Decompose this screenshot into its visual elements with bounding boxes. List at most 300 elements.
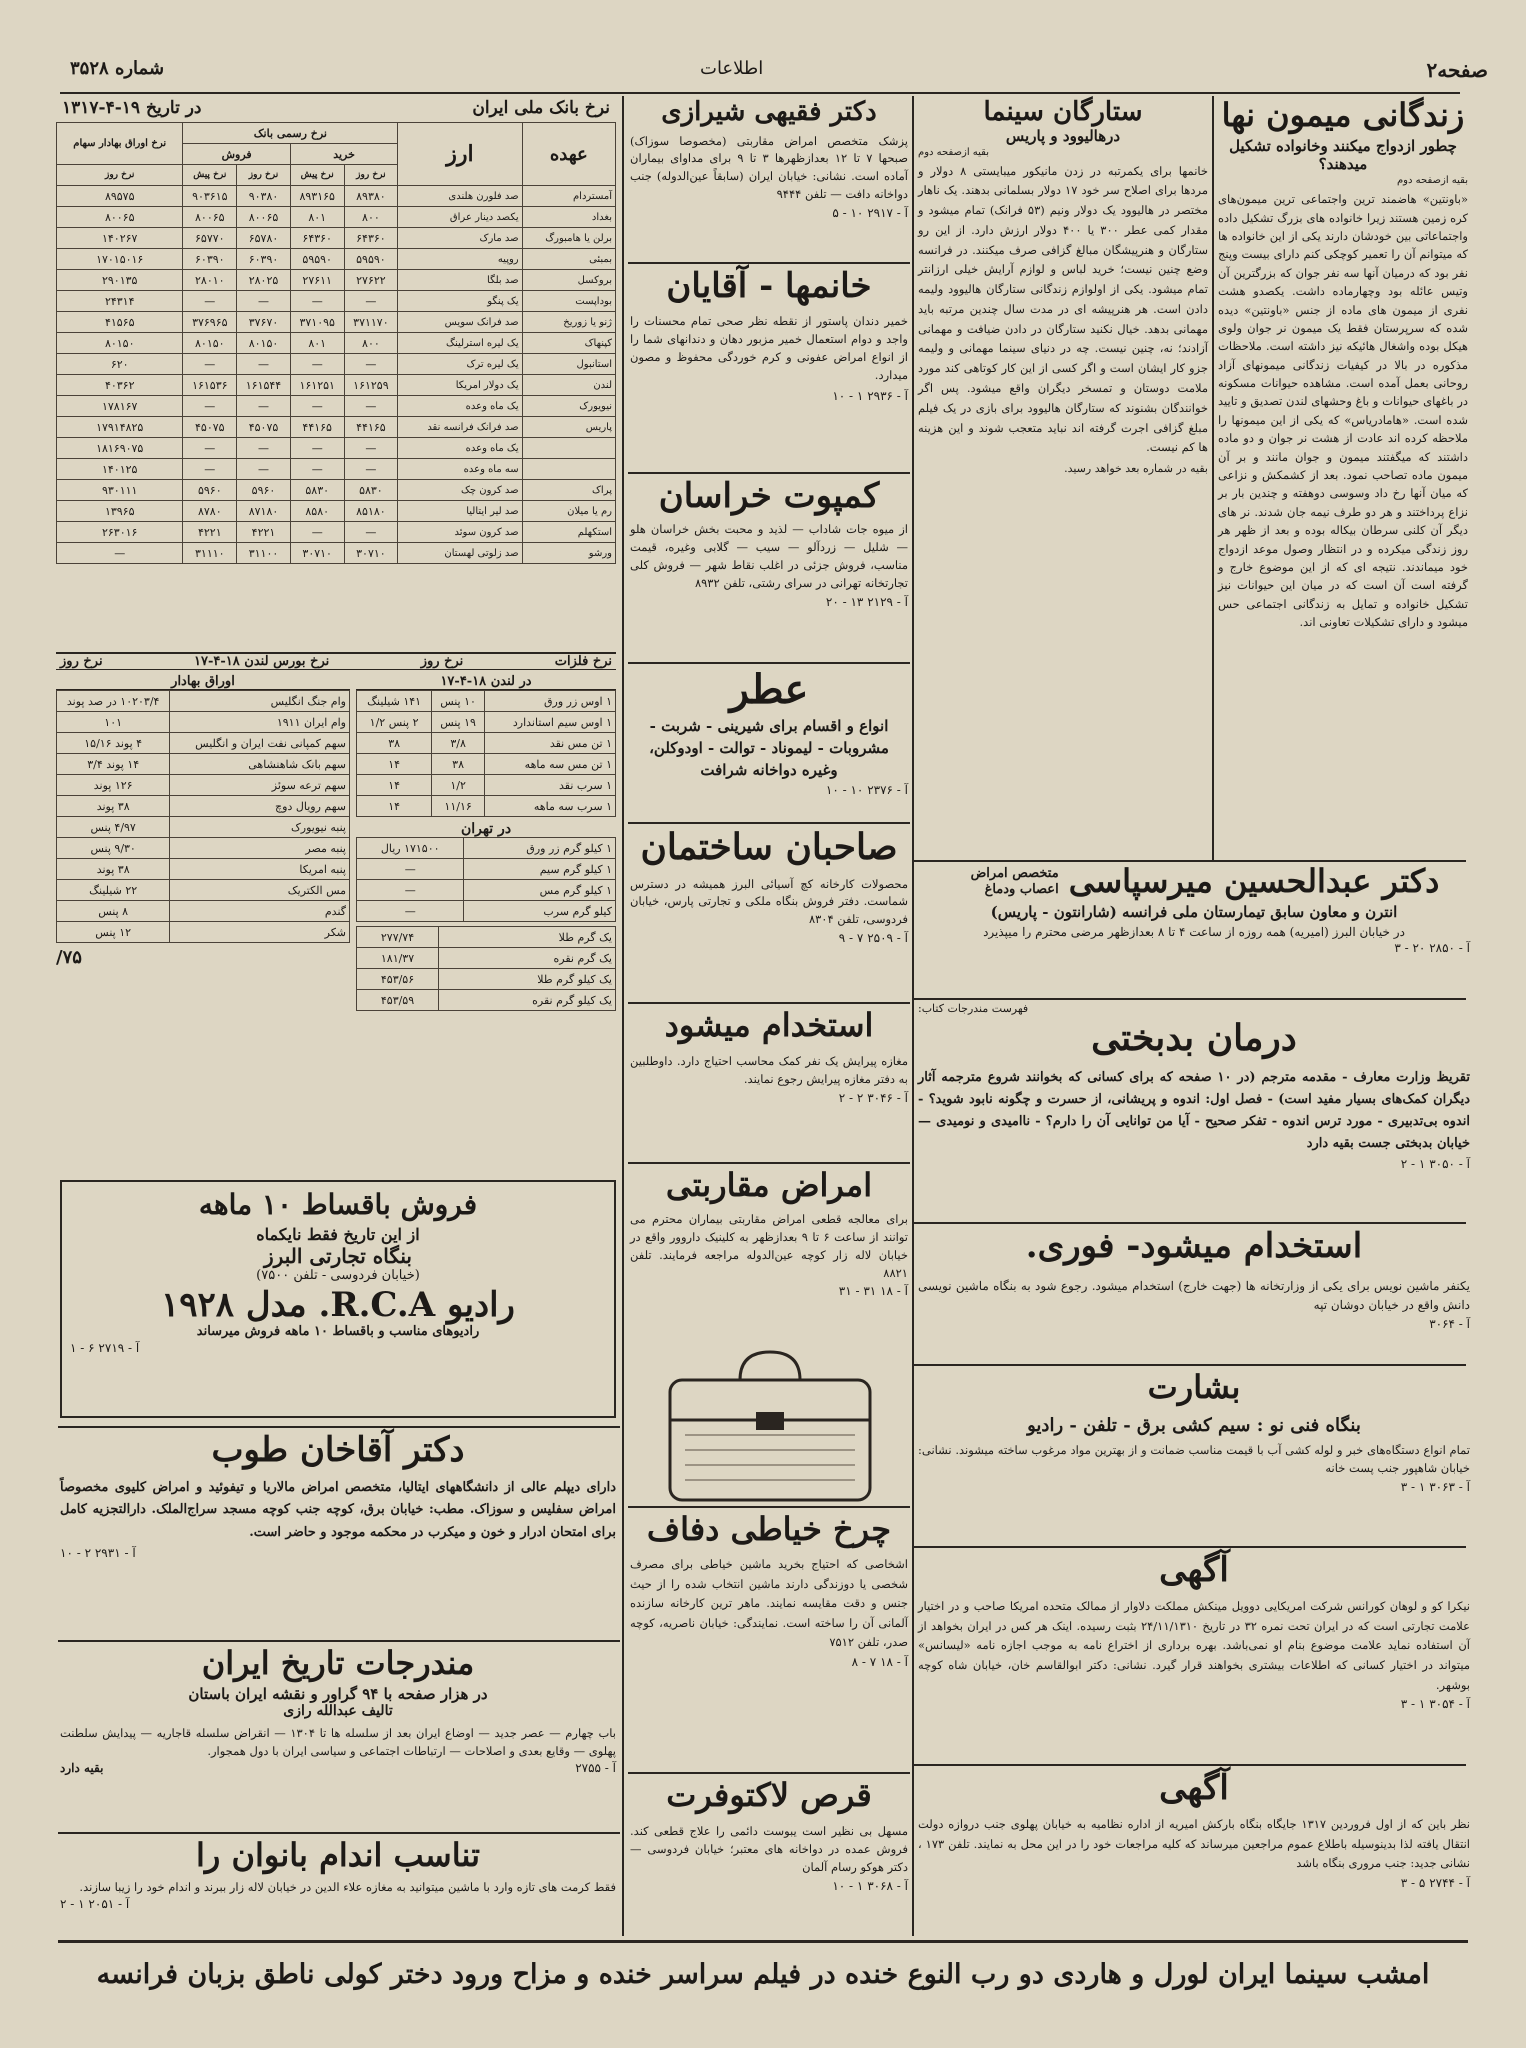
rate-currency-name: روپیه (398, 249, 522, 270)
tehran-table (356, 837, 616, 922)
ad-installment (60, 1180, 616, 1418)
perfume-code: آ - ۲۳۷۶ ۱۰ - ۱۰ (825, 783, 908, 798)
rate-currency-name: صد بلگا (398, 270, 522, 291)
rate-value: ۱۷۹۱۴۸۲۵ (57, 417, 183, 438)
rate-value: — (57, 543, 183, 564)
security-name: پنبه نیویورک (170, 817, 350, 838)
khorasan-code: آ - ۲۱۲۹ ۱۳ - ۲۰ (825, 594, 908, 609)
dr-aqakhan-code: آ - ۲۹۳۱ ۲ - ۱۰ (60, 1545, 136, 1560)
bottom-rule (58, 1940, 1468, 1943)
security-value: ۴ پوند ۱۵/۱۶ (57, 733, 170, 754)
installment-address: (خیابان فردوسی - تلفن ۷۵۰۰) (256, 1267, 420, 1283)
metal-item: یک گرم نقره (439, 948, 616, 969)
security-name: وام جنگ انگلیس (170, 691, 350, 712)
rate-value: ۳۷۶۷۰ (237, 312, 291, 333)
rate-value: — (183, 291, 237, 312)
metal-value: ۱۴۱ شیلینگ (357, 691, 432, 712)
glad-subtitle: بنگاه فنی نو : سیم کشی برق - تلفن - رادیو (1027, 1415, 1361, 1437)
security-value: ۱۲ پنس (57, 922, 170, 943)
rate-value: ۵۹۶۰ (183, 480, 237, 501)
hiring2-code: آ - ۳۰۶۴ (1429, 1316, 1470, 1331)
london-row (357, 691, 616, 712)
ladies-body: خمیر دندان پاستور از نقطه نظر صحی تمام محسنات را واجد و دوام استعمال خمیر مزبور دهان و دندانهای شما را از انواع امراض عفونی و کرم خوردگی محفوظ و مصون میدارد. (630, 314, 908, 382)
rate-city: لندن (522, 375, 615, 396)
glad-body: تمام انواع دستگاه‌های خبر و لوله کشی آب با قیمت مناسب ضمانت و از بهترین مواد مرغوب ساخته میشوند. نشانی: خیابان شاهپور جنب پست خانه (918, 1443, 1470, 1475)
cinema-title: ستارگان سینما (983, 97, 1143, 127)
tehran-row (357, 901, 616, 922)
ad-glad-tidings (918, 1370, 1470, 1540)
rate-value: ۳۰۷۱۰ (344, 543, 398, 564)
rate-value: ۶۴۳۶۰ (290, 228, 344, 249)
installment-title: فروش باقساط ۱۰ ماهه (198, 1188, 478, 1221)
ad-misery-book (918, 1002, 1470, 1216)
col-clearing: نرخ اوراق بهادار سهام (57, 123, 183, 165)
builders-title: صاحبان ساختمان (640, 826, 898, 868)
history-subtitle: در هزار صفحه با ۹۴ گراور و نقشه ایران باستان (188, 1685, 488, 1704)
installment-radio: رادیو R.C.A. مدل ۱۹۲۸ (161, 1284, 515, 1325)
securities-label: اوراق بهادار (56, 674, 350, 690)
rate-row (57, 396, 616, 417)
cinema-subtitle: درهالیوود و پاریس (1005, 126, 1121, 145)
rate-value: ۵۹۵۹۰ (344, 249, 398, 270)
rate-value: ۲۸۰۲۵ (237, 270, 291, 291)
ad-venereal (630, 1168, 908, 1348)
gold-silver-table (356, 926, 616, 1011)
venereal-title: امراض مقاربتی (665, 1166, 873, 1204)
venereal-code: آ - ۱۸ ۳۱ - ۳۱ (838, 1284, 908, 1299)
hiring1-code: آ - ۳۰۴۶ ۲ - ۲ (838, 1090, 908, 1105)
ad-notice-2 (918, 1770, 1470, 1930)
bank-rates-title: نرخ بانک ملی ایران (472, 98, 610, 118)
bank-rates (56, 98, 616, 658)
ad-dr-aqakhan (60, 1432, 616, 1632)
perfume-title: عطر (729, 666, 809, 713)
builders-body: محصولات کارخانه کچ آسیائی البرز همیشه در دسترس شماست. دفتر فروش بنگاه ملکی و تجارتی پارس، خیابان فردوسی، تلفن ۸۳۰۴ (630, 876, 908, 927)
col-buy: خرید (290, 144, 397, 165)
metals-columns (56, 674, 616, 1011)
ad-separator (58, 1640, 620, 1642)
rate-value: ۹۳۰۱۱۱ (57, 480, 183, 501)
ad-hiring (630, 1008, 908, 1158)
rate-value: — (290, 438, 344, 459)
misery-title: درمان بدبختی (1091, 1017, 1297, 1059)
metal-value: — (357, 880, 464, 901)
rate-row (57, 480, 616, 501)
rate-row (57, 459, 616, 480)
metal-value: ۱/۲ (432, 775, 485, 796)
rate-row (57, 522, 616, 543)
rate-value: — (237, 459, 291, 480)
sewing-title: چرخ خیاطی دفاف (646, 1510, 892, 1548)
bank-rates-rows (57, 186, 616, 564)
history-continued: بقیه دارد (60, 1760, 104, 1775)
rate-value: — (344, 354, 398, 375)
london-row (357, 733, 616, 754)
masthead (0, 54, 1526, 92)
rate-value: ۹۰۳۶۱۵ (183, 186, 237, 207)
rate-value: ۸۰۰۶۵ (237, 207, 291, 228)
rate-row (57, 375, 616, 396)
rate-currency-name: یک ماه وعده (398, 438, 522, 459)
masthead-rule (60, 92, 1460, 94)
rate-value: ۸۰۱۵۰ (183, 333, 237, 354)
metal-item: کیلو گرم سرب (464, 901, 616, 922)
rate-value: ۱۷۰۱۵۰۱۶ (57, 249, 183, 270)
rate-value: ۱۴۰۱۲۵ (57, 459, 183, 480)
rate-value: ۲۸۰۱۰ (183, 270, 237, 291)
rate-value: ۱۶۱۲۵۱ (290, 375, 344, 396)
security-value: ۸ پنس (57, 901, 170, 922)
lactofer-code: آ - ۳۰۶۸ ۱ - ۱۰ (832, 1878, 908, 1893)
col-sell: فروش (183, 144, 290, 165)
misery-code: آ - ۳۰۵۰ ۱ - ۲ (1400, 1156, 1470, 1171)
ad-sewing (630, 1512, 908, 1762)
rate-city: ژنو یا زوریخ (522, 312, 615, 333)
rate-value: ۸۰۰ (344, 207, 398, 228)
ad-separator (628, 1162, 910, 1164)
rate-value: — (344, 291, 398, 312)
rate-value: ۴۵۰۷۵ (183, 417, 237, 438)
rate-currency-name: یک لیره استرلینگ (398, 333, 522, 354)
rate-value: — (237, 438, 291, 459)
security-name: پنبه امریکا (170, 859, 350, 880)
rate-value: ۸۰۱۵۰ (237, 333, 291, 354)
security-row (57, 775, 350, 796)
metal-item: یک گرم طلا (439, 927, 616, 948)
metal-item: ۱ اوس سیم استاندارد (484, 712, 615, 733)
rate-value: ۸۰۱ (290, 333, 344, 354)
lactofer-body: مسهل بی نظیر است یبوست دائمی را علاج قطعی کند. فروش عمده در دواخانه های معتبر؛ خیابان فردوسی — دکتر هوکو رسام آلمان (630, 1824, 908, 1874)
metal-value: ۱۱/۱۶ (432, 796, 485, 817)
security-name: سهم رویال دوچ (170, 796, 350, 817)
rate-value: ۸۵۱۸۰ (344, 501, 398, 522)
ad-lactofer (630, 1778, 908, 1928)
rate-value: ۸۵۸۰ (290, 501, 344, 522)
cinema-note: بقیه ازصفحه دوم (918, 146, 990, 158)
rate-value: — (183, 396, 237, 417)
ad-separator (628, 662, 910, 664)
rate-city: کپنهاک (522, 333, 615, 354)
rate-value: ۲۹۰۱۳۵ (57, 270, 183, 291)
rate-value: ۴۲۲۱ (183, 522, 237, 543)
installment-line3: رادیوهای مناسب و باقساط ۱۰ ماهه فروش میرساند (196, 1324, 480, 1340)
rate-currency-name: یک ماه وعده (398, 396, 522, 417)
rate-value: ۱۸۱۶۹۰۷۵ (57, 438, 183, 459)
ad-separator (914, 998, 1466, 1000)
metal-value: ۱۹ پنس (432, 712, 485, 733)
rate-row (57, 249, 616, 270)
history-footer (60, 1761, 616, 1775)
tehran-row (357, 838, 616, 859)
rate-city: پراک (522, 480, 615, 501)
rate-value: ۶۰۳۹۰ (183, 249, 237, 270)
security-row (57, 754, 350, 775)
metal-value: ۱۸۱/۳۷ (357, 948, 439, 969)
sub-header: نرخ روز (57, 165, 183, 186)
rate-value: ۱۶۱۲۵۹ (344, 375, 398, 396)
ad-separator (628, 472, 910, 474)
cinema-body: خانمها برای یکمرتبه در زدن مانیکور میبایستی ۸ دولار و مردها برای اصلاح سر خود ۱۷ دولار بسلمانی بدهند. یک ناهار مختصر در هالیوود یک دولار ونیم (۵۳ فرانک) تمام میشود و مقدار کمی عطر ۳۰۰ یا ۴۰۰ دولار ارزش دارد. از این رو ستارگان و هنرپیشگان مبالغ گزافی صرف میکنند. در فرانسه وضع چنین نیست؛ خرید لباس و لوازم آرایش خیلی ارزانتر تمام میشود. یکی از اولوازم زندگانی ستارگان هالیوود ولیمه دادن است. هر هنرپیشه ای در مدت سال چندین مرتبه باید مهمانی بدهد. خیال نکنید ستارگان در دادن ضیافت و مهمانی آزادند؛ نه، چنین نیست. چه در دنیای سینما مهمانی و ولیمه جزو کار ایشان است و اگر کسی از این کار کوتاهی کند مورد ملامت دوستان و تمسخر دیگران واقع میشود. پس اگر خوانندگان بشنوند که ستارگان هالیوود برای بازی در یک فیلم مبلغ گزافی اجرت گرفته اند نباید متعجب شوند و این هزینه ها کم نیست. (918, 163, 1209, 455)
column-rule (912, 96, 914, 1936)
rate-city: استکهلم (522, 522, 615, 543)
rate-currency-name: صد مارک (398, 228, 522, 249)
security-value: ۳۸ پوند (57, 859, 170, 880)
metal-item: یک کیلو گرم طلا (439, 969, 616, 990)
london-label: در لندن ۱۸-۴-۱۷ (356, 674, 616, 690)
bottom-banner: امشب سینما ایران لورل و هاردی دو رب النوع خنده در فیلم سراسر خنده و مزاح ورود دختر کولی ناطق بزبان فرانسه (96, 1959, 1430, 1990)
rate-value: ۶۵۷۸۰ (237, 228, 291, 249)
ad-hiring-urgent (918, 1228, 1470, 1358)
gold-silver-row (357, 948, 616, 969)
rate-city: ورشو (522, 543, 615, 564)
rate-value: ۵۸۳۰ (344, 480, 398, 501)
metal-value: ۱۴ (357, 775, 432, 796)
rate-row (57, 270, 616, 291)
rate-value: — (344, 522, 398, 543)
rate-row (57, 312, 616, 333)
misery-list-label: فهرست مندرجات کتاب: (918, 1002, 1029, 1015)
rate-value: ۱۷۸۱۶۷ (57, 396, 183, 417)
metals-bourse: نرخ بورس لندن ۱۸-۴-۱۷ (194, 654, 330, 669)
rate-currency-name: صد زلوتی لهستان (398, 543, 522, 564)
rate-value: ۸۹۳۸۰ (344, 186, 398, 207)
rate-value: ۲۷۶۱۱ (290, 270, 344, 291)
dr-sepasi-specialty: متخصص امراض اعصاب ودماغ (970, 866, 1059, 897)
rate-value: ۴۰۳۶۲ (57, 375, 183, 396)
rate-value: ۴۱۵۶۵ (57, 312, 183, 333)
rate-value: ۴۴۱۶۵ (290, 417, 344, 438)
rate-row (57, 228, 616, 249)
security-row (57, 712, 350, 733)
ladies-title: خانمها - آقایان (666, 266, 872, 306)
metal-item: ۱ کیلو گرم زر ورق (464, 838, 616, 859)
rate-value: ۱۳۹۶۵ (57, 501, 183, 522)
rate-value: ۱۴۰۲۶۷ (57, 228, 183, 249)
khorasan-title: کمپوت خراسان (658, 476, 880, 516)
rate-row (57, 417, 616, 438)
rate-city (522, 459, 615, 480)
proportion-title: تناسب اندام بانوان را (195, 1836, 481, 1874)
securities-table (56, 690, 350, 943)
rate-row (57, 186, 616, 207)
rate-value: ۳۱۱۱۰ (183, 543, 237, 564)
rate-value: ۸۰۰۶۵ (57, 207, 183, 228)
hiring1-body: مغازه پیرایش یک نفر کمک محاسب احتیاج دارد. داوطلبین به دفتر مغازه پیرایش رجوع نمایند. (630, 1054, 908, 1086)
rate-city: بوداپست (522, 291, 615, 312)
doctor-shirazi-body: پزشک متخصص امراض مقاربتی (مخصوصا سوزاک) صبحها ۷ تا ۱۲ بعدازظهرها ۳ تا ۹ برای مداوای بیماران آماده است. نشانی: خیابان ایران (سابقاً عین‌الدوله) جنب دواخانه دافت — تلفن ۹۴۴۴ (630, 133, 909, 202)
rate-row (57, 438, 616, 459)
ad-dr-sepasi (918, 864, 1470, 994)
ad-doctor-shirazi (630, 98, 908, 258)
tehran-label: در تهران (460, 821, 512, 837)
metal-item: ۱ تن مس سه ماهه (484, 754, 615, 775)
metal-value: ۴۵۳/۵۹ (357, 990, 439, 1011)
gold-silver-row (357, 990, 616, 1011)
rate-city (522, 438, 615, 459)
paper-name: اطلاعات (700, 58, 764, 79)
hiring1-title: استخدام میشود (664, 1006, 874, 1044)
metals-section (56, 652, 616, 1172)
metal-value: — (357, 859, 464, 880)
ad-separator (628, 822, 910, 824)
security-row (57, 901, 350, 922)
security-value: ۱۰۱ (57, 712, 170, 733)
rate-value: — (183, 438, 237, 459)
installment-line2: بنگاه تجارتی البرز (264, 1243, 412, 1268)
ad-separator (628, 1772, 910, 1774)
security-name: شکر (170, 922, 350, 943)
cinema-article (918, 98, 1208, 840)
venereal-body: برای معالجه قطعی امراض مقاربتی بیماران محترم می توانند از ساعت ۶ تا ۹ بعدازظهر به کلینیک داروور واقع در خیابان لاله زار کوچه عین‌الدوله مراجعه فرمایند. تلفن ۸۸۲۱ (630, 1212, 909, 1280)
col-currency: ارز (398, 123, 522, 186)
hiring2-body: یکنفر ماشین نویس برای یکی از وزارتخانه ها (جهت خارج) استخدام میشود. رجوع شود به بنگاه ماشین نویسی دانش واقع در خیابان دوشان تپه (918, 1279, 1471, 1312)
bank-rates-date: در تاریخ ۱۹-۴-۱۳۱۷ (62, 98, 202, 118)
ad-separator (58, 1832, 620, 1834)
rate-currency-name: یک لیره ترک (398, 354, 522, 375)
ad-notice-1 (918, 1552, 1470, 1752)
rate-value: ۴۲۲۱ (237, 522, 291, 543)
rate-value: ۶۰۳۹۰ (237, 249, 291, 270)
rate-row (57, 354, 616, 375)
rate-value: — (344, 459, 398, 480)
col-unit: عهده (522, 123, 615, 186)
london-row (357, 712, 616, 733)
notice2-body: نظر باین که از اول فروردین ۱۳۱۷ جایگاه بنگاه بارکش امیریه از اداره نظامیه به خیابان پهلوی جنب دروازه دولت انتقال یافته لذا بدینوسیله باطلاع عموم مراجعین میرساند که کلیه مراجعات خود را در این محل به نمایند. تلفن ۱۷۳ ، نشانی جدید: جنب مروری بنگاه باشد (918, 1817, 1470, 1871)
security-value: ۱۴ پوند ۳/۴ (57, 754, 170, 775)
security-row (57, 691, 350, 712)
rate-value: ۸۰۱ (290, 207, 344, 228)
ad-separator (628, 1002, 910, 1004)
security-name: وام ایران ۱۹۱۱ (170, 712, 350, 733)
rate-value: — (290, 396, 344, 417)
rate-currency-name: صد فرانک فرانسه نقد (398, 417, 522, 438)
metal-item: ۱ سرب نقد (484, 775, 615, 796)
rate-value: ۸۰۰۶۵ (183, 207, 237, 228)
cinema-footer: بقیه در شماره بعد خواهد رسید. (1064, 462, 1208, 476)
page-label: صفحه۲ (1426, 58, 1488, 82)
metals-london (356, 674, 616, 1011)
dr-sepasi-header (918, 864, 1470, 899)
notice1-title: آگهی (1159, 1550, 1229, 1590)
memo-article (1218, 98, 1468, 856)
notice1-body: نیکرا کو و لوهان کورانس شرکت امریکایی دوویل مینکش مملکت دلاوار از ممالک متحده امریکا صاحب و در اختیار علامت تجارتی است که در ایران تحت نمره ۳۲ در تاریخ ۲۴/۱۱/۱۳۱۰ بثبت رسیده. اینک هر کس در ایران بخواهد از آن استفاده نماید علامت موضوع بنام او نمی‌باشد. بهره برداری از اختراع نامه به موجب اجازه نامه «لیسانس» میتواند در اختیار کسانی که اطلاعات بیشتری بخواهند قرار گیرد. نشانی: دکتر ابوالقاسم خان، خیابان شاه کوچه بوشهر. (918, 1599, 1470, 1692)
rate-value: ۶۵۷۷۰ (183, 228, 237, 249)
history-author: تالیف عبدالله رازی (283, 1703, 393, 1720)
dr-sepasi-code: آ - ۲۸۵۰ ۲۰ - ۳ (1394, 941, 1470, 956)
rate-value: ۶۴۳۶۰ (344, 228, 398, 249)
metal-item: ۱ کیلو گرم سیم (464, 859, 616, 880)
security-name: سهم بانک شاهنشاهی (170, 754, 350, 775)
gold-silver-row (357, 927, 616, 948)
ad-perfume (630, 668, 908, 818)
metal-item: ۱ کیلو گرم مس (464, 880, 616, 901)
rate-value: ۳۷۱۱۷۰ (344, 312, 398, 333)
rate-value: — (183, 459, 237, 480)
security-name: سهم ترعه سوئز (170, 775, 350, 796)
ad-khorasan (630, 478, 908, 658)
rate-city: بغداد (522, 207, 615, 228)
metals-securities (56, 674, 350, 1011)
notice2-code: آ - ۲۷۴۴ ۵ - ۳ (1400, 1876, 1470, 1891)
tehran-row (357, 880, 616, 901)
rate-value: — (344, 396, 398, 417)
installment-code: آ - ۲۷۱۹ ۶ - ۱ (70, 1341, 140, 1356)
dr-sepasi-line1: انترن و معاون سابق تیمارستان ملی فرانسه (شارانتون - پاریس) (990, 903, 1398, 922)
rate-city: رم یا میلان (522, 501, 615, 522)
metal-value: ۳/۸ (432, 733, 485, 754)
builders-code: آ - ۲۵۰۹ ۷ - ۹ (838, 931, 908, 946)
rate-value: ۱۶۱۵۴۴ (237, 375, 291, 396)
rate-value: — (237, 291, 291, 312)
suitcase-image (660, 1340, 880, 1510)
metals-header (56, 652, 616, 670)
rate-city: آمستردام (522, 186, 615, 207)
metals-day: نرخ روز (420, 654, 464, 669)
glad-title: بشارت (1147, 1368, 1241, 1406)
sub-header: نرخ پیش (290, 165, 344, 186)
sub-header: نرخ روز (344, 165, 398, 186)
security-value: ۳۸ پوند (57, 796, 170, 817)
rate-value: ۸۰۱۵۰ (57, 333, 183, 354)
rate-value: ۳۱۱۰۰ (237, 543, 291, 564)
metal-value: ۱۷۱۵۰۰ ریال (357, 838, 464, 859)
rate-row (57, 207, 616, 228)
glad-code: آ - ۳۰۶۳ ۱ - ۳ (1400, 1479, 1470, 1494)
rate-row (57, 291, 616, 312)
metal-value: ۱۴ (357, 754, 432, 775)
rate-value: ۸۷۱۸۰ (237, 501, 291, 522)
security-row (57, 796, 350, 817)
issue-label: شماره ۳۵۲۸ (70, 58, 165, 79)
london-table (356, 690, 616, 817)
metal-value: ۱۰ پنس (432, 691, 485, 712)
dr-aqakhan-title: دکتر آقاخان طوب (211, 1430, 465, 1470)
bank-rates-table (56, 122, 616, 564)
rate-city: پاریس (522, 417, 615, 438)
rate-value: ۲۴۳۱۴ (57, 291, 183, 312)
rate-currency-name: یکصد دینار عراق (398, 207, 522, 228)
ad-separator (58, 1426, 620, 1428)
rate-value: — (344, 438, 398, 459)
history-code: آ - ۲۷۵۵ (575, 1760, 616, 1775)
rate-currency-name: یک دولار امریکا (398, 375, 522, 396)
metal-value: ۳۸ (432, 754, 485, 775)
metal-value: — (357, 901, 464, 922)
memo-title: زندگانی میمون نها (1221, 96, 1465, 134)
security-value: ۹/۳۰ پنس (57, 838, 170, 859)
dr-sepasi-line2: در خیابان البرز (امیریه) همه روزه از ساعت ۴ تا ۸ بعدازظهر مرضی محترم را میپذیرد (983, 925, 1405, 940)
dr-sepasi-title: دکتر عبدالحسین میرسپاسی (1068, 862, 1440, 900)
rate-currency-name: سه ماه وعده (398, 459, 522, 480)
rate-value: ۳۷۶۹۶۵ (183, 312, 237, 333)
ad-builders (630, 828, 908, 998)
security-row (57, 922, 350, 943)
rate-value: — (290, 459, 344, 480)
rate-city: بمبئی (522, 249, 615, 270)
tehran-row (357, 859, 616, 880)
notice2-title: آگهی (1159, 1768, 1229, 1808)
security-value: ۱۲۶ پوند (57, 775, 170, 796)
ladies-code: آ - ۲۹۳۶ ۱ - ۱۰ (832, 388, 908, 403)
rate-value: ۴۴۱۶۵ (344, 417, 398, 438)
rate-value: ۸۹۳۱۶۵ (290, 186, 344, 207)
memo-body: «باونتین» هاضمند ترین واجتماعی ترین میمون‌های کره زمین هستند زیرا خانواده های بزرگ تشکیل داده واجتماعاتی بین خودشان دارند یکی از این خانواده ها که میتوانم آن را تعمیر کوچکی کنم دارای بیست وپنج نفر بود که درمیان آنها سه نفر جوان که بزرگترین آن وتیس عائله بود وچهارماده داشت. یکصدو هشت نفری از میمون های ماده از جنس «باونتین» دیده شده که سرپرستان فقط یک میمون نر جوان ولوی هیکل بوده واشغال هائیکه نیز داشته است. ملاحظات مذکوره در بالا در کیفیات زندگانی میمونهای آزاد روحانی بعمل آمده است. مشاهده حیوانات مسکونه در باغهای حیوانات و باغ وحشهای لندن تصدیق و تایید شده است. «هامادریاس» که یکی از این میمونها را ملاحظه کرده اند عادت از هشت نر جوان و دو ماده داشتند که میگفتند میمون و جوان مانند و بر آن میمون ماده تصاحب نمود. بعد از کشمکش و نزاعی که میان آنها رخ داد وسوسی دوهفته و چندین بار بر نزاع پرداختند و هر دو طرف نیمه جان شدند. نر های دیگر آن کلنی سرطان بیکاله بوده و بعد از ظهر هر روز زندگی میکرده و در انتظار وصول موعد ازدواج خود میماندند. نتیجه ای که از این موضوع خارج و گرفته است آن است که در میان این حیوانات نیز تشکیل خانواده و تمایل به زندگانی اجتماعی حس میشود و دارای تشکیلات تعاونی اند. (1218, 192, 1468, 630)
ad-ladies (630, 268, 908, 468)
metal-item: ۱ تن مس نقد (484, 733, 615, 754)
gold-silver-row (357, 969, 616, 990)
london-row (357, 754, 616, 775)
ad-separator (914, 1222, 1466, 1224)
